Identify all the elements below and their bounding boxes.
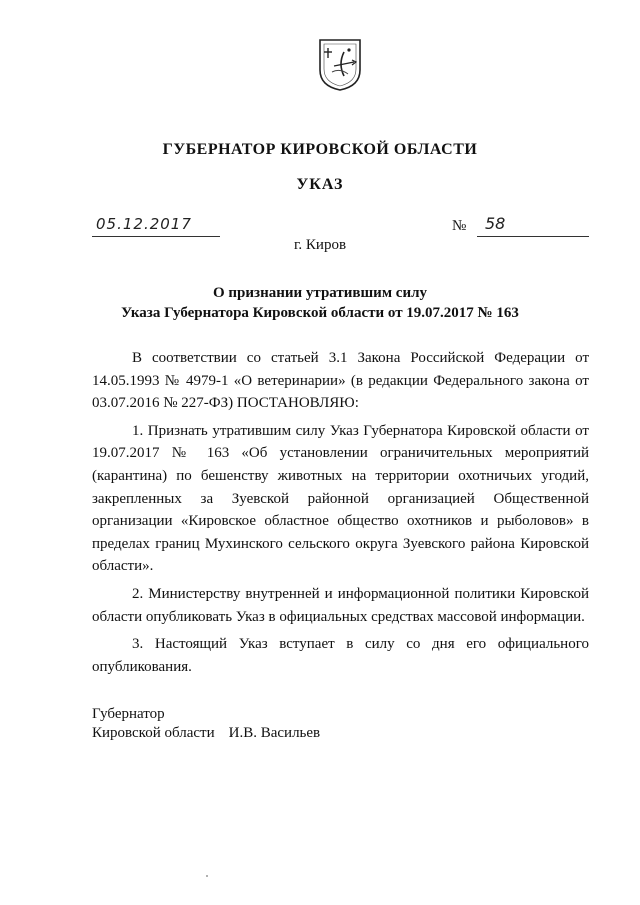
signer-name: И.В. Васильев (228, 725, 321, 741)
document-date: 05.12.2017 (96, 215, 192, 233)
paragraph-preamble: В соответствии со статьей 3.1 Закона Российской Федерации от 14.05.1993 № 4979-1 «О ветеринарии» (в редакции Федерального закона от 03.07.2016 № 227-ФЗ) ПОСТАНОВЛЯЮ: (92, 350, 589, 412)
city-label: г. Киров (293, 237, 347, 253)
paragraph-item-3: 3. Настоящий Указ вступает в силу со дня его официального опубликования. (92, 636, 589, 675)
number-sign: № (452, 218, 467, 234)
signature-block (92, 705, 320, 743)
document-number: 58 (485, 214, 506, 233)
document-type-heading: УКАЗ (296, 176, 344, 193)
scan-speck (206, 875, 208, 877)
paragraph-item-2: 2. Министерству внутренней и информационной политики Кировской области опубликовать Указ в официальных средствах массовой информации. (92, 585, 589, 625)
title-line-2: Указа Губернатора Кировской области от 19.07.2017 № 163 (121, 305, 519, 321)
title-line-1: О признании утратившим силу (213, 285, 427, 301)
authority-heading: ГУБЕРНАТОР КИРОВСКОЙ ОБЛАСТИ (162, 141, 478, 158)
document-body (92, 347, 589, 683)
coat-of-arms-icon (316, 36, 364, 92)
signer-position-line-1: Губернатор (92, 706, 165, 722)
paragraph-item-1: 1. Признать утратившим силу Указ Губернатора Кировской области от 19.07.2017 № 163 «Об установлении ограничительных мероприятий (карантина) по бешенству животных на территории охотничьих угодий, закрепленных за Зуевской районной организацией Общественной организации «Кировское областное общество охотников и рыболовов» в пределах границ Мухинского сельского округа Зуевского района Кировской области». (92, 422, 589, 575)
document-title (0, 283, 640, 323)
signer-position-line-2: Кировской области И.В. Васильев (92, 725, 321, 741)
